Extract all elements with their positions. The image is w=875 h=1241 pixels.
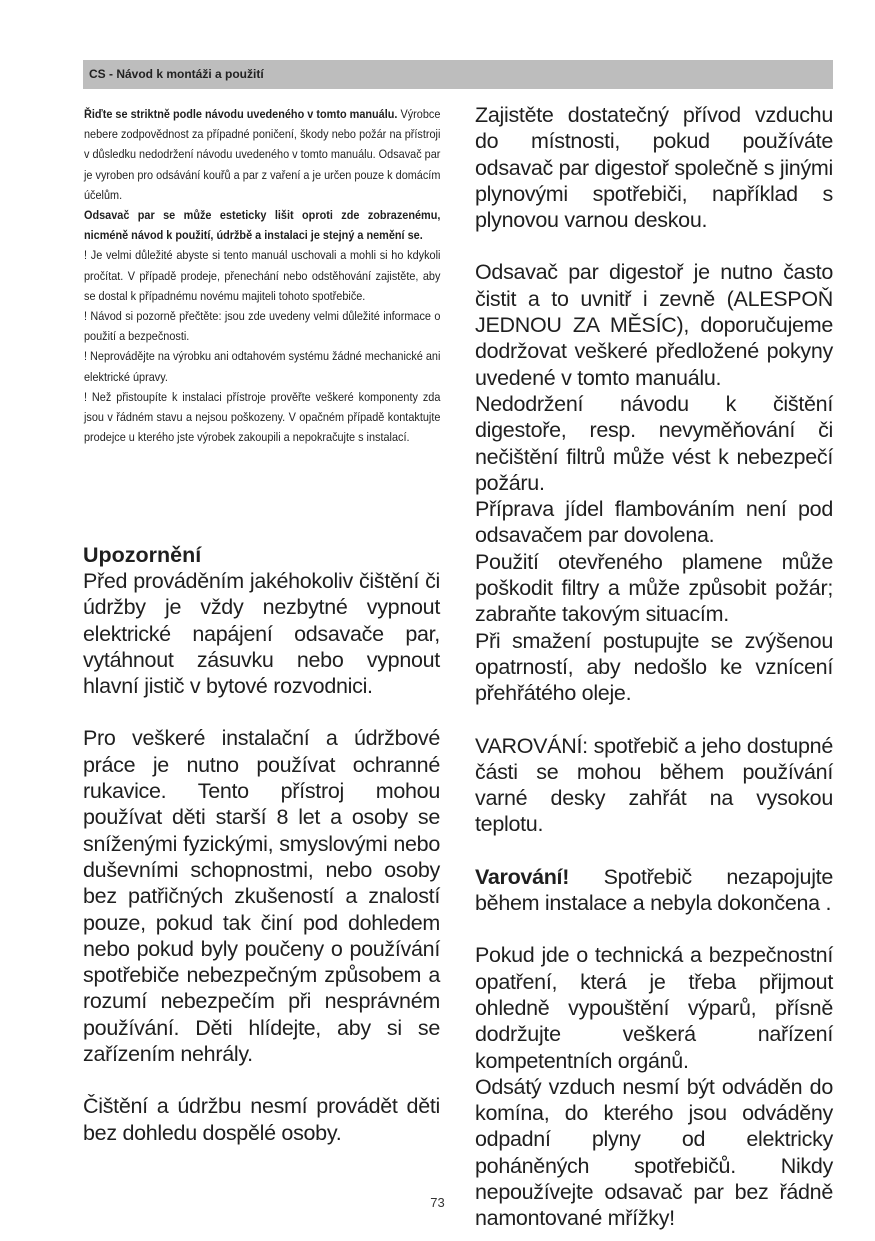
warning-heading: Upozornění [83,543,202,567]
intro-text: Výrobce nebere zodpovědnost za případné poničení, škody nebo požár na přístroji v důsledku nedodržení návodu uvedeného v tomto manuálu. Odsavač par je vyroben pro odsávání kouřů a par z vaření a je určen pouze k domácím účelům. [84,107,441,202]
cleaning-paragraph: Odsavač par digestoř je nutno často čistit a to uvnitř i zevně (ALESPOŇ JEDNOU ZA MĚSÍC), doporučujeme dodržovat veškeré předložené pokyny uvedené v tomto manuálu. [475,260,833,390]
warning-paragraph-cleaning: Čištění a údržbu nesmí provádět děti bez dohledu dospělé osoby. [83,1094,440,1145]
exhaust-paragraph: Odsátý vzduch nesmí být odváděn do komína, do kterého jsou odváděny odpadní plyny od elektricky poháněných spotřebičů. Nikdy nepoužívejte odsavač par bez řádně namontované mřížky! [475,1074,833,1231]
open-flame-paragraph: Použití otevřeného plamene může poškodit filtry a může způsobit požár; zabraňte takovým situacím. [475,549,833,627]
flambe-paragraph: Příprava jídel flambováním není pod odsavačem par dovolena. [475,497,833,548]
warning-column [83,542,440,1146]
right-column [475,102,833,1232]
read-carefully-note: ! Návod si pozorně přečtěte: jsou zde uvedeny velmi důležité informace o použití a bezpečnosti. [84,309,441,344]
check-components-note: ! Než přistoupíte k instalaci přístroje prověřte veškeré komponenty zda jsou v řádném stavu a nejsou poškozeny. V opačném případě kontaktujte prodejce u kterého jste výrobek zakoupili a nepokračujte s instalací. [84,389,441,445]
section-title: CS - Návod k montáži a použití [89,67,264,81]
install-warning [475,864,833,917]
regulations-paragraph: Pokud jde o technická a bezpečnostní opatření, která je třeba přijmout ohledně vypouštění výparů, přísně dodržujte veškerá nařízení kompetentních orgánů. [475,943,833,1073]
hot-parts-warning: VAROVÁNÍ: spotřebič a jeho dostupné části se mohou během používání varné desky zahřát na vysokou teplotu. [475,733,833,837]
intro-paragraph [84,104,440,205]
frying-paragraph: Při smažení postupujte se zvýšenou opatrností, aby nedošlo ke vznícení přehřátého oleje. [475,628,833,706]
keep-manual-note: ! Je velmi důležité abyste si tento manuál uschovali a mohli si ho kdykoli pročítat. V případě prodeje, přenechání nebo odstěhování zajistěte, aby se dostal k případnému novému majiteli tohoto spotřebiče. [84,248,441,303]
page-number: 73 [430,1195,445,1210]
install-warning-label: Varování! [475,864,570,889]
section-header [83,60,833,89]
intro-bold: Řiďte se striktně podle návodu uvedeného v tomto manuálu. [84,107,398,121]
fire-risk-paragraph: Nedodržení návodu k čištění digestoře, resp. nevyměňování či nečištění filtrů může vést k nebezpečí požáru. [475,391,833,495]
warning-paragraph-gloves-children: Pro veškeré instalační a údržbové práce je nutno používat ochranné rukavice. Tento přístroj mohou používat děti starší 8 let a osoby se sníženými fyzickými, smyslovými nebo duševními schopnostmi, nebo osoby bez patřičných zkušeností a znalostí pouze, pokud tak činí pod dohledem nebo pokud byly poučeny o používání spotřebiče nebezpečným způsobem a rozumí nebezpečím při nesprávném používání. Děti hlídejte, aby si se zařízením nehrály. [83,726,440,1067]
aesthetic-note: Odsavač par se může esteticky lišit oproti zde zobrazenému, nicméně návod k použití, údržbě a instalaci je stejný a nemění se. [84,208,441,243]
no-modification-note: ! Neprovádějte na výrobku ani odtahovém systému žádné mechanické ani elektrické úpravy. [84,349,441,384]
install-warning-text: Spotřebič nezapojujte během instalace a nebyla dokončena . [475,864,833,916]
warning-paragraph-disconnect: Před prováděním jakéhokoliv čištění či údržby je vždy nezbytné vypnout elektrické napájení odsavače par, vytáhnout zásuvku nebo vypnout hlavní jistič v bytové rozvodnici. [83,569,440,699]
intro-column [84,104,440,447]
ventilation-paragraph: Zajistěte dostatečný přívod vzduchu do místnosti, pokud používáte odsavač par digestoř společně s jinými plynovými spotřebiči, například s plynovou varnou deskou. [475,103,833,233]
